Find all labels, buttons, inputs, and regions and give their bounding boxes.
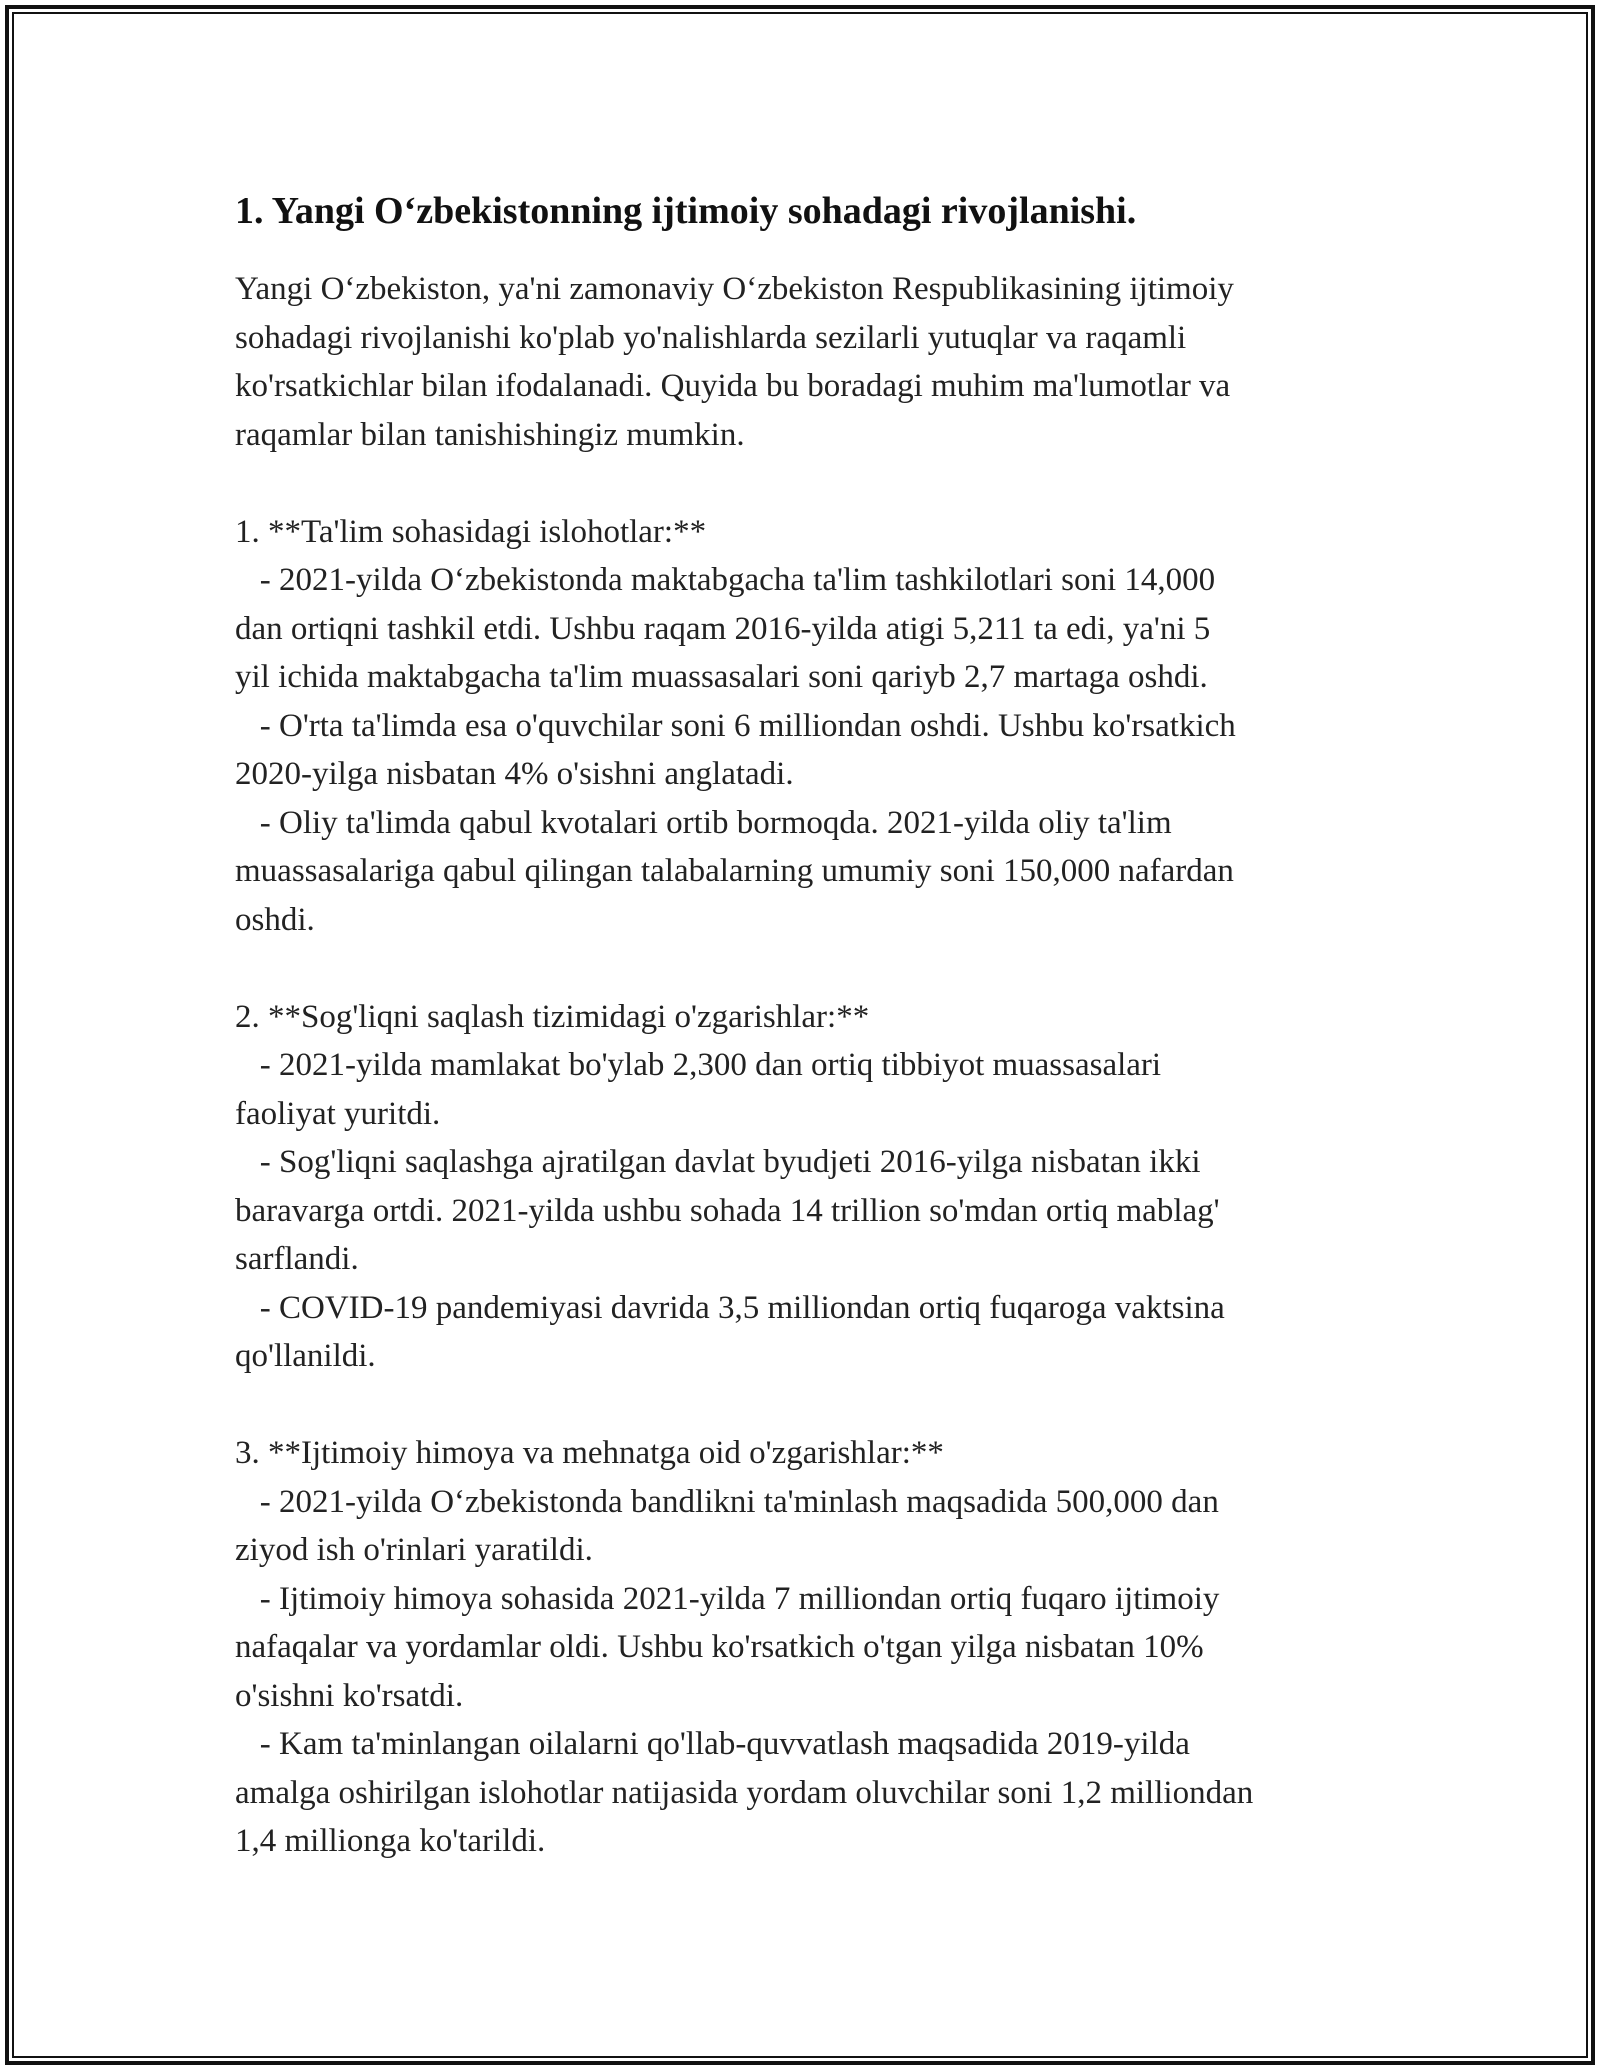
- text-line: muassasalariga qabul qilingan talabalarning umumiy soni 150,000 nafardan: [235, 853, 1234, 889]
- document-body: [235, 265, 1375, 1866]
- text-line: - Oliy ta'limda qabul kvotalari ortib bormoqda. 2021-yilda oliy ta'lim: [235, 804, 1172, 841]
- blank-line: [235, 459, 1375, 508]
- text-line: ziyod ish o'rinlari yaratildi.: [235, 1532, 593, 1568]
- text-line: Yangi O‘zbekiston, ya'ni zamonaviy O‘zbekiston Respublikasining ijtimoiy: [235, 271, 1234, 307]
- text-line: - COVID-19 pandemiyasi davrida 3,5 milliondan ortiq fuqaroga vaktsina: [235, 1289, 1225, 1326]
- blank-line: [235, 944, 1375, 993]
- text-line: - Kam ta'minlangan oilalarni qo'llab-quvvatlash maqsadida 2019-yilda: [235, 1726, 1190, 1762]
- text-line: ko'rsatkichlar bilan ifodalanadi. Quyida bu boradagi muhim ma'lumotlar va: [235, 368, 1231, 404]
- text-line: baravarga ortdi. 2021-yilda ushbu sohada 14 trillion so'mdan ortiq mablag': [235, 1192, 1220, 1229]
- text-line: raqamlar bilan tanishishingiz mumkin.: [235, 416, 745, 453]
- text-line: nafaqalar va yordamlar oldi. Ushbu ko'rsatkich o'tgan yilga nisbatan 10%: [235, 1629, 1204, 1665]
- document-title: 1. Yangi O‘zbekistonning ijtimoiy sohadagi rivojlanishi.: [235, 190, 1137, 232]
- text-line: oshdi.: [235, 901, 315, 938]
- text-line: 2020-yilga nisbatan 4% o'sishni anglatadi.: [235, 756, 794, 792]
- text-line: qo'llanildi.: [235, 1338, 376, 1374]
- text-line: yil ichida maktabgacha ta'lim muassasalari soni qariyb 2,7 martaga oshdi.: [235, 659, 1208, 695]
- document-content: [235, 185, 1375, 1866]
- text-line: - 2021-yilda O‘zbekistonda bandlikni ta'minlash maqsadida 500,000 dan: [235, 1483, 1219, 1520]
- text-line: - O'rta ta'limda esa o'quvchilar soni 6 milliondan oshdi. Ushbu ko'rsatkich: [235, 707, 1236, 744]
- text-line: 2. **Sog'liqni saqlash tizimidagi o'zgarishlar:**: [235, 998, 870, 1035]
- text-line: o'sishni ko'rsatdi.: [235, 1677, 464, 1714]
- text-line: sarflandi.: [235, 1241, 359, 1277]
- text-line: amalga oshirilgan islohotlar natijasida yordam oluvchilar soni 1,2 milliondan: [235, 1774, 1254, 1811]
- text-line: dan ortiqni tashkil etdi. Ushbu raqam 2016-yilda atigi 5,211 ta edi, ya'ni 5: [235, 610, 1211, 647]
- text-line: 1. **Ta'lim sohasidagi islohotlar:**: [235, 513, 707, 550]
- text-line: - 2021-yilda O‘zbekistonda maktabgacha ta'lim tashkilotlari soni 14,000: [235, 562, 1216, 598]
- text-line: - 2021-yilda mamlakat bo'ylab 2,300 dan ortiq tibbiyot muassasalari: [235, 1047, 1162, 1083]
- text-line: faoliyat yuritdi.: [235, 1095, 441, 1132]
- text-line: sohadagi rivojlanishi ko'plab yo'nalishlarda sezilarli yutuqlar va raqamli: [235, 319, 1187, 356]
- text-line: - Ijtimoiy himoya sohasida 2021-yilda 7 milliondan ortiq fuqaro ijtimoiy: [235, 1580, 1220, 1617]
- text-line: 1,4 millionga ko'tarildi.: [235, 1823, 546, 1859]
- blank-line: [235, 1381, 1375, 1430]
- text-line: 3. **Ijtimoiy himoya va mehnatga oid o'zgarishlar:**: [235, 1435, 944, 1471]
- text-line: - Sog'liqni saqlashga ajratilgan davlat byudjeti 2016-yilga nisbatan ikki: [235, 1144, 1201, 1180]
